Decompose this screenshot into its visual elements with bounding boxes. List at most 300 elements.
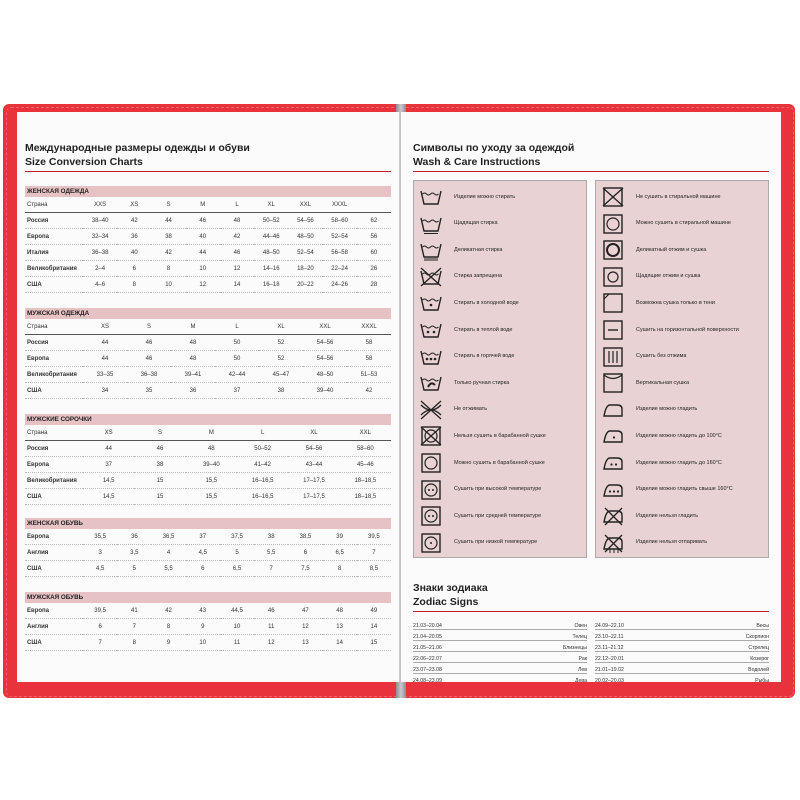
- care-item: [596, 450, 768, 476]
- care-item: [414, 344, 586, 370]
- zodiac-dates: 21.05–21.06: [413, 645, 442, 651]
- table-cell: 8: [117, 635, 151, 651]
- row-label: Европа: [25, 229, 83, 245]
- table-cell: 7: [117, 619, 151, 635]
- care-item: [596, 530, 768, 556]
- zodiac-row: [595, 674, 769, 682]
- table-cell: 42: [151, 245, 185, 261]
- table-cell: 36: [171, 383, 215, 399]
- table-cell: 33–35: [83, 367, 127, 383]
- table-cell: 12: [254, 635, 288, 651]
- table-cell: 8: [151, 261, 185, 277]
- care-title-ru: Символы по уходу за одеждой: [413, 142, 575, 154]
- table-cell: 5: [220, 545, 254, 561]
- table-cell: 8: [323, 561, 357, 577]
- column-header: XXL: [288, 197, 322, 213]
- table-cell: 6: [83, 619, 117, 635]
- zodiac-title-en: Zodiac Signs: [413, 596, 479, 608]
- table-cell: 38,5: [288, 529, 322, 545]
- table-cell: 4,5: [186, 545, 220, 561]
- table-row: [25, 473, 391, 489]
- zodiac-dates: 22.12–20.01: [595, 656, 624, 662]
- table-cell: 42: [117, 213, 151, 229]
- table-cell: 44,5: [220, 603, 254, 619]
- table-cell: 3,5: [117, 545, 151, 561]
- table-cell: 14: [323, 635, 357, 651]
- table-row: [25, 529, 391, 545]
- zodiac-dates: 21.03–20.04: [413, 623, 442, 629]
- no-tumble-dry-icon: [418, 425, 444, 447]
- section-title: ЖЕНСКАЯ ОДЕЖДА: [25, 186, 391, 197]
- size-table: [25, 603, 391, 651]
- table-cell: 46: [127, 351, 171, 367]
- table-cell: 48: [186, 441, 237, 457]
- tumble-dry-icon: [418, 452, 444, 474]
- table-cell: 4: [151, 545, 185, 561]
- table-cell: 54–56: [303, 335, 347, 351]
- section-title: МУЖСКАЯ ОДЕЖДА: [25, 308, 391, 319]
- table-header-row: [25, 197, 391, 213]
- care-label: Изделие можно гладить: [636, 406, 698, 413]
- tumble-dry-high-icon: [418, 479, 444, 501]
- table-cell: 9: [151, 635, 185, 651]
- table-cell: 38: [254, 529, 288, 545]
- zodiac-row: [413, 674, 587, 682]
- section-title: МУЖСКИЕ СОРОЧКИ: [25, 414, 391, 425]
- care-item: [414, 264, 586, 290]
- section-title: МУЖСКАЯ ОБУВЬ: [25, 592, 391, 603]
- left-page: [17, 112, 400, 682]
- size-section: [25, 308, 391, 399]
- table-cell: 37: [186, 529, 220, 545]
- table-row: [25, 635, 391, 651]
- iron-high-icon: [600, 479, 626, 501]
- no-machine-dry-icon: [600, 186, 626, 208]
- table-cell: 54–56: [303, 351, 347, 367]
- table-cell: 7: [83, 635, 117, 651]
- zodiac-column-left: [413, 619, 587, 682]
- row-label: Европа: [25, 603, 83, 619]
- zodiac-sign: Водолей: [748, 667, 769, 673]
- table-cell: 48: [171, 351, 215, 367]
- table-cell: 15,5: [186, 473, 237, 489]
- table-cell: 52–54: [288, 245, 322, 261]
- size-chart-header: [25, 142, 391, 172]
- table-cell: 13: [288, 635, 322, 651]
- care-item: [596, 264, 768, 290]
- care-item: [596, 290, 768, 316]
- row-label: Италия: [25, 245, 83, 261]
- table-cell: 41–42: [237, 457, 288, 473]
- care-item: [596, 423, 768, 449]
- care-item: [414, 397, 586, 423]
- zodiac-sign: Весы: [756, 623, 769, 629]
- tumble-dry-low-icon: [418, 532, 444, 554]
- size-section: [25, 414, 391, 505]
- header-rule: [25, 171, 391, 172]
- table-row: [25, 603, 391, 619]
- table-cell: 40: [186, 229, 220, 245]
- zodiac-dates: 23.11–21.12: [595, 645, 624, 651]
- table-row: [25, 619, 391, 635]
- zodiac-sign: Овен: [574, 623, 587, 629]
- drip-dry-icon: [600, 346, 626, 368]
- table-cell: 52–54: [323, 229, 357, 245]
- table-cell: 14: [357, 619, 391, 635]
- table-cell: 6,5: [220, 561, 254, 577]
- care-label: Изделие можно гладить до 160°C: [636, 459, 722, 466]
- flat-dry-icon: [600, 319, 626, 341]
- care-label: Возможна сушка только в тени: [636, 299, 715, 306]
- table-cell: 44: [83, 351, 127, 367]
- table-cell: 18–20: [288, 261, 322, 277]
- table-header-row: [25, 319, 391, 335]
- header-rule: [413, 611, 769, 612]
- table-row: [25, 277, 391, 293]
- table-cell: 20–22: [288, 277, 322, 293]
- column-header: XS: [83, 319, 127, 335]
- table-cell: 52: [259, 351, 303, 367]
- care-symbols: [413, 180, 769, 558]
- table-row: [25, 545, 391, 561]
- table-cell: 15: [134, 473, 185, 489]
- care-column-left: [413, 180, 587, 558]
- care-item: [414, 423, 586, 449]
- table-cell: 39–41: [171, 367, 215, 383]
- table-cell: 8: [117, 277, 151, 293]
- delicate-spin-dry-icon: [600, 239, 626, 261]
- care-label: Сушить при высокой температуре: [454, 486, 542, 493]
- care-label: Стирка запрещена: [454, 273, 503, 280]
- table-cell: 58: [347, 351, 391, 367]
- table-cell: 43–44: [288, 457, 339, 473]
- table-cell: 60: [357, 245, 391, 261]
- table-cell: 4–6: [83, 277, 117, 293]
- table-cell: 15: [134, 489, 185, 505]
- zodiac-dates: 24.09–22.10: [595, 623, 624, 629]
- care-header: [413, 142, 769, 172]
- table-cell: 40: [117, 245, 151, 261]
- no-wash-icon: [418, 266, 444, 288]
- table-cell: 37,5: [220, 529, 254, 545]
- row-label: США: [25, 635, 83, 651]
- table-cell: 43: [186, 603, 220, 619]
- column-header: XS: [117, 197, 151, 213]
- table-cell: 6: [288, 545, 322, 561]
- table-cell: 13: [323, 619, 357, 635]
- size-chart-title-en: Size Conversion Charts: [25, 156, 143, 168]
- table-cell: 46: [134, 441, 185, 457]
- care-label: Стирать в теплой воде: [454, 326, 513, 333]
- care-label: Не сушить в стиральной машине: [636, 193, 721, 200]
- table-cell: 35,5: [83, 529, 117, 545]
- table-cell: 16–16,5: [237, 473, 288, 489]
- care-label: Можно сушить в стиральной машине: [636, 220, 731, 227]
- table-cell: 12: [220, 261, 254, 277]
- table-cell: 3: [83, 545, 117, 561]
- table-cell: 58–60: [323, 213, 357, 229]
- care-label: Сушить при низкой температуре: [454, 539, 538, 546]
- table-cell: 11: [220, 635, 254, 651]
- zodiac-sign: Стрелец: [748, 645, 769, 651]
- care-label: Щадящие отжим и сушка: [636, 273, 701, 280]
- table-row: [25, 367, 391, 383]
- table-cell: 48: [323, 603, 357, 619]
- column-header: Страна: [25, 319, 83, 335]
- row-label: Англия: [25, 545, 83, 561]
- table-cell: 38: [259, 383, 303, 399]
- table-cell: 46: [186, 213, 220, 229]
- no-iron-icon: [600, 505, 626, 527]
- table-cell: 48: [171, 335, 215, 351]
- column-header: [357, 197, 391, 213]
- care-label: Стирать в холодной воде: [454, 299, 519, 306]
- care-item: [596, 503, 768, 529]
- care-label: Сушить на горизонтальной поверхности: [636, 326, 739, 333]
- size-section: [25, 186, 391, 293]
- table-row: [25, 213, 391, 229]
- row-label: США: [25, 383, 83, 399]
- table-row: [25, 441, 391, 457]
- table-cell: 26: [357, 261, 391, 277]
- table-cell: 50–52: [254, 213, 288, 229]
- column-header: M: [171, 319, 215, 335]
- care-item: [414, 237, 586, 263]
- size-chart-title-ru: Международные размеры одежды и обуви: [25, 142, 250, 154]
- care-item: [596, 344, 768, 370]
- column-header: L: [220, 197, 254, 213]
- zodiac-dates: 23.07–23.08: [413, 667, 442, 673]
- table-cell: 36: [117, 229, 151, 245]
- wash-warm-icon: [418, 319, 444, 341]
- care-label: Стирать в горячей воде: [454, 353, 515, 360]
- row-label: Россия: [25, 441, 83, 457]
- table-cell: 15,5: [186, 489, 237, 505]
- table-cell: 50–52: [237, 441, 288, 457]
- column-header: L: [237, 425, 288, 441]
- shade-dry-icon: [600, 292, 626, 314]
- zodiac-row: [595, 619, 769, 630]
- table-cell: 56–58: [323, 245, 357, 261]
- table-cell: 7: [357, 545, 391, 561]
- size-section: [25, 518, 391, 577]
- table-cell: 5,5: [151, 561, 185, 577]
- zodiac-row: [595, 652, 769, 663]
- table-cell: 54–56: [288, 441, 339, 457]
- table-cell: 39–40: [303, 383, 347, 399]
- care-label: Деликатная стирка: [454, 246, 503, 253]
- table-cell: 48–50: [303, 367, 347, 383]
- table-row: [25, 561, 391, 577]
- wash-gentle-icon: [418, 213, 444, 235]
- table-cell: 14,5: [83, 473, 134, 489]
- care-item: [414, 370, 586, 396]
- care-title-en: Wash & Care Instructions: [413, 156, 541, 168]
- care-label: Деликатный отжим и сушка: [636, 246, 707, 253]
- table-cell: 56: [357, 229, 391, 245]
- table-cell: 17–17,5: [288, 473, 339, 489]
- zodiac-row: [595, 641, 769, 652]
- column-header: XL: [259, 319, 303, 335]
- care-label: Вертикальная сушка: [636, 379, 690, 386]
- table-cell: 44: [151, 213, 185, 229]
- care-label: Щадящая стирка: [454, 220, 498, 227]
- table-cell: 39,5: [357, 529, 391, 545]
- zodiac-sign: Лев: [577, 667, 587, 673]
- table-cell: 45–47: [259, 367, 303, 383]
- table-cell: 7,5: [288, 561, 322, 577]
- zodiac-row: [595, 630, 769, 641]
- care-item: [414, 450, 586, 476]
- column-header: Страна: [25, 197, 83, 213]
- column-header: XXL: [303, 319, 347, 335]
- column-header: XXS: [83, 197, 117, 213]
- zodiac-dates: 20.02–20.03: [595, 678, 624, 682]
- row-label: Великобритания: [25, 261, 83, 277]
- care-label: Изделие можно гладить до 100°C: [636, 432, 722, 439]
- table-cell: 62: [357, 213, 391, 229]
- table-cell: 14–16: [254, 261, 288, 277]
- table-cell: 9: [186, 619, 220, 635]
- column-header: XL: [288, 425, 339, 441]
- care-item: [596, 370, 768, 396]
- care-item: [414, 503, 586, 529]
- table-cell: 48–50: [254, 245, 288, 261]
- table-row: [25, 383, 391, 399]
- table-cell: 12: [186, 277, 220, 293]
- care-label: Можно сушить в барабанной сушке: [454, 459, 545, 466]
- care-label: Изделие нельзя гладить: [636, 512, 699, 519]
- table-cell: 7: [254, 561, 288, 577]
- column-header: XL: [254, 197, 288, 213]
- care-label: Изделие можно стирать: [454, 193, 516, 200]
- zodiac-sign: Рак: [578, 656, 587, 662]
- care-item: [414, 290, 586, 316]
- table-cell: 46: [254, 603, 288, 619]
- zodiac-sign: Близнецы: [562, 645, 587, 651]
- table-cell: 22–24: [323, 261, 357, 277]
- table-cell: 44–46: [254, 229, 288, 245]
- zodiac-sign: Дева: [575, 678, 587, 682]
- iron-low-icon: [600, 425, 626, 447]
- table-cell: 16–16,5: [237, 489, 288, 505]
- table-row: [25, 457, 391, 473]
- wash-delicate-icon: [418, 239, 444, 261]
- table-cell: 10: [186, 261, 220, 277]
- care-item: [596, 184, 768, 210]
- table-cell: 6: [117, 261, 151, 277]
- table-cell: 46: [220, 245, 254, 261]
- table-cell: 47: [288, 603, 322, 619]
- table-cell: 38: [134, 457, 185, 473]
- table-cell: 44: [83, 335, 127, 351]
- row-label: Европа: [25, 529, 83, 545]
- size-table: [25, 197, 391, 293]
- zodiac-sign: Козерог: [750, 656, 769, 662]
- table-cell: 37: [83, 457, 134, 473]
- table-row: [25, 245, 391, 261]
- care-label: Сушить без отжима: [636, 353, 687, 360]
- care-label: Не отжимать: [454, 406, 488, 413]
- table-cell: 42–44: [215, 367, 259, 383]
- table-cell: 58: [347, 335, 391, 351]
- zodiac-row: [413, 630, 587, 641]
- table-row: [25, 335, 391, 351]
- row-label: Великобритания: [25, 473, 83, 489]
- table-cell: 6: [186, 561, 220, 577]
- column-header: L: [215, 319, 259, 335]
- zodiac-row: [413, 641, 587, 652]
- row-label: Россия: [25, 213, 83, 229]
- size-table: [25, 425, 391, 505]
- table-cell: 4,5: [83, 561, 117, 577]
- care-item: [414, 477, 586, 503]
- row-label: Англия: [25, 619, 83, 635]
- table-cell: 38: [151, 229, 185, 245]
- table-cell: 36–38: [83, 245, 117, 261]
- table-row: [25, 351, 391, 367]
- care-item: [414, 317, 586, 343]
- care-item: [596, 477, 768, 503]
- table-cell: 32–34: [83, 229, 117, 245]
- column-header: S: [127, 319, 171, 335]
- iron-icon: [600, 399, 626, 421]
- hand-wash-icon: [418, 372, 444, 394]
- table-cell: 54–56: [288, 213, 322, 229]
- care-label: Только ручная стирка: [454, 379, 510, 386]
- row-label: США: [25, 277, 83, 293]
- column-header: XXL: [340, 425, 391, 441]
- table-cell: 15: [357, 635, 391, 651]
- table-cell: 45–46: [340, 457, 391, 473]
- tumble-dry-medium-icon: [418, 505, 444, 527]
- gentle-spin-dry-icon: [600, 266, 626, 288]
- column-header: S: [134, 425, 185, 441]
- column-header: XS: [83, 425, 134, 441]
- column-header: XXXL: [347, 319, 391, 335]
- care-item: [414, 530, 586, 556]
- care-label: Изделие нельзя отпаривать: [636, 539, 708, 546]
- column-header: Страна: [25, 425, 83, 441]
- table-cell: 42: [220, 229, 254, 245]
- size-table: [25, 529, 391, 577]
- care-item: [596, 211, 768, 237]
- table-cell: 39,5: [83, 603, 117, 619]
- row-label: Великобритания: [25, 367, 83, 383]
- table-cell: 5: [117, 561, 151, 577]
- section-title: ЖЕНСКАЯ ОБУВЬ: [25, 518, 391, 529]
- zodiac-row: [595, 663, 769, 674]
- table-cell: 44: [83, 441, 134, 457]
- wash-hot-icon: [418, 346, 444, 368]
- wash-cold-icon: [418, 292, 444, 314]
- zodiac-dates: 24.08–23.09: [413, 678, 442, 682]
- care-item: [596, 397, 768, 423]
- zodiac-column-right: [595, 619, 769, 682]
- table-row: [25, 229, 391, 245]
- table-cell: 50: [215, 351, 259, 367]
- table-cell: 58–60: [340, 441, 391, 457]
- right-page: [401, 112, 781, 682]
- table-cell: 24–26: [323, 277, 357, 293]
- no-wring-icon: [418, 399, 444, 421]
- table-cell: 51–53: [347, 367, 391, 383]
- zodiac-row: [413, 663, 587, 674]
- table-cell: 41: [117, 603, 151, 619]
- table-cell: 5,5: [254, 545, 288, 561]
- care-label: Нельзя сушить в барабанной сушке: [454, 432, 546, 439]
- wash-tub-icon: [418, 186, 444, 208]
